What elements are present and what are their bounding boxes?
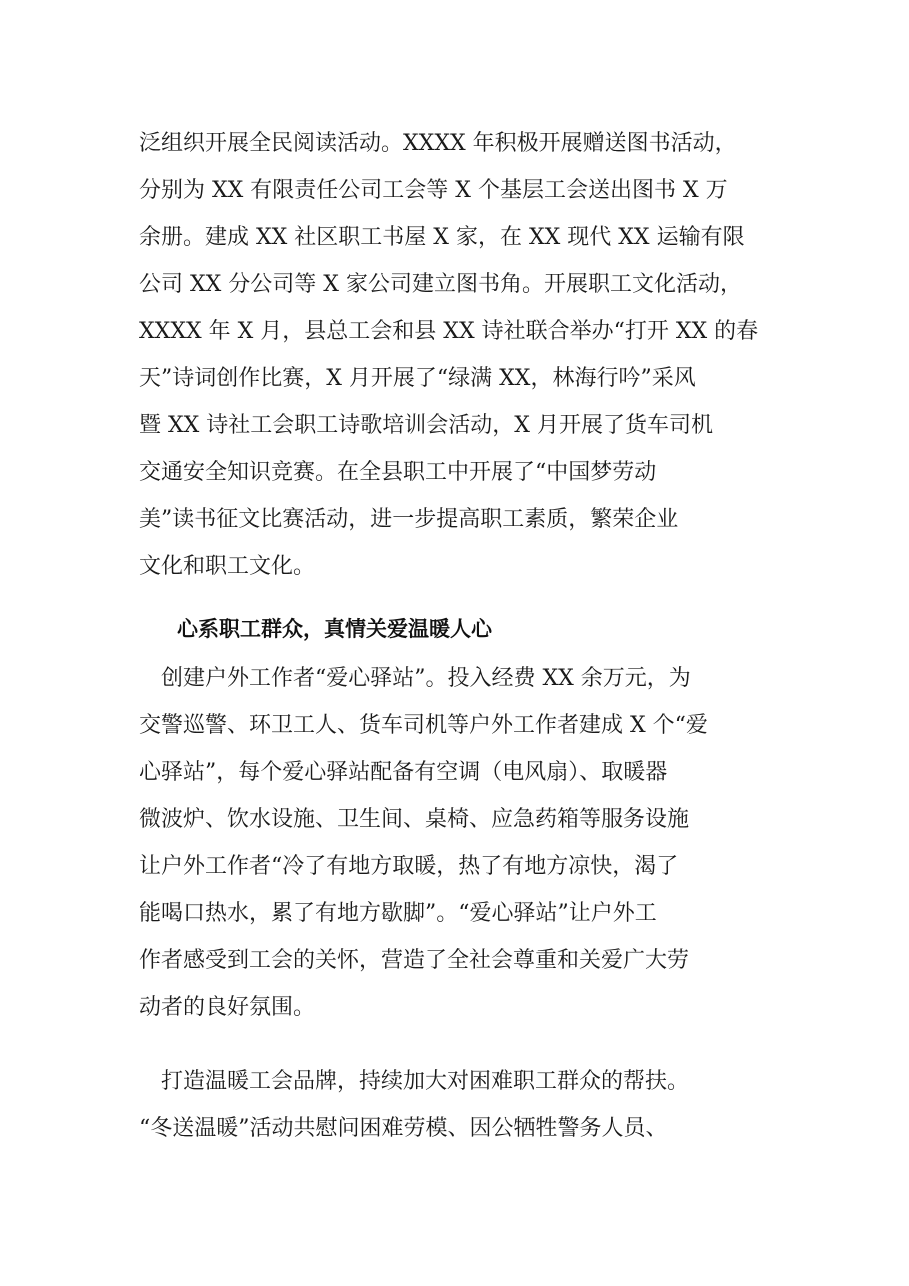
paragraph-line: 泛组织开展全民阅读活动。XXXX 年积极开展赠送图书活动， [139, 131, 737, 156]
paragraph-line: 创建户外工作者“爱心驿站”。投入经费 XX 余万元，为 [139, 666, 691, 691]
paragraph-line: “冬送温暖”活动共慰问困难劳模、因公牺牲警务人员、 [139, 1116, 668, 1141]
section-heading: 心系职工群众，真情关爱温暖人心 [177, 617, 492, 641]
paragraph-line: 动者的良好氛围。 [139, 995, 316, 1020]
paragraph-line: 余册。建成 XX 社区职工书屋 X 家，在 XX 现代 XX 运输有限 [139, 225, 745, 250]
paragraph-line: 能喝口热水，累了有地方歇脚”。“爱心驿站”让户外工 [139, 901, 657, 926]
paragraph-line: 交通安全知识竞赛。在全县职工中开展了“中国梦劳动 [139, 460, 657, 485]
paragraph-line: 让户外工作者“冷了有地方取暖，热了有地方凉快，渴了 [139, 854, 679, 879]
paragraph-line: 天”诗词创作比赛，X 月开展了“绿满 XX，林海行吟”采风 [139, 366, 696, 391]
paragraph-line: 公司 XX 分公司等 X 家公司建立图书角。开展职工文化活动， [139, 272, 742, 297]
paragraph-line: 暨 XX 诗社工会职工诗歌培训会活动，X 月开展了货车司机 [139, 413, 713, 438]
paragraph-line: 心驿站”，每个爱心驿站配备有空调（电风扇）、取暖器 [139, 760, 668, 785]
paragraph-line: 文化和职工文化。 [139, 554, 316, 579]
paragraph-line: 微波炉、饮水设施、卫生间、桌椅、应急药箱等服务设施 [139, 807, 690, 832]
paragraph-line: 分别为 XX 有限责任公司工会等 X 个基层工会送出图书 X 万 [139, 178, 728, 203]
paragraph-line: XXXX 年 X 月，县总工会和县 XX 诗社联合举办“打开 XX 的春 [139, 319, 759, 344]
paragraph-line: 打造温暖工会品牌，持续加大对困难职工群众的帮扶。 [139, 1069, 690, 1094]
paragraph-line: 作者感受到工会的关怀，营造了全社会尊重和关爱广大劳 [139, 948, 690, 973]
paragraph-line: 美”读书征文比赛活动，进一步提高职工素质，繁荣企业 [139, 507, 679, 532]
paragraph-line: 交警巡警、环卫工人、货车司机等户外工作者建成 X 个“爱 [139, 713, 708, 738]
